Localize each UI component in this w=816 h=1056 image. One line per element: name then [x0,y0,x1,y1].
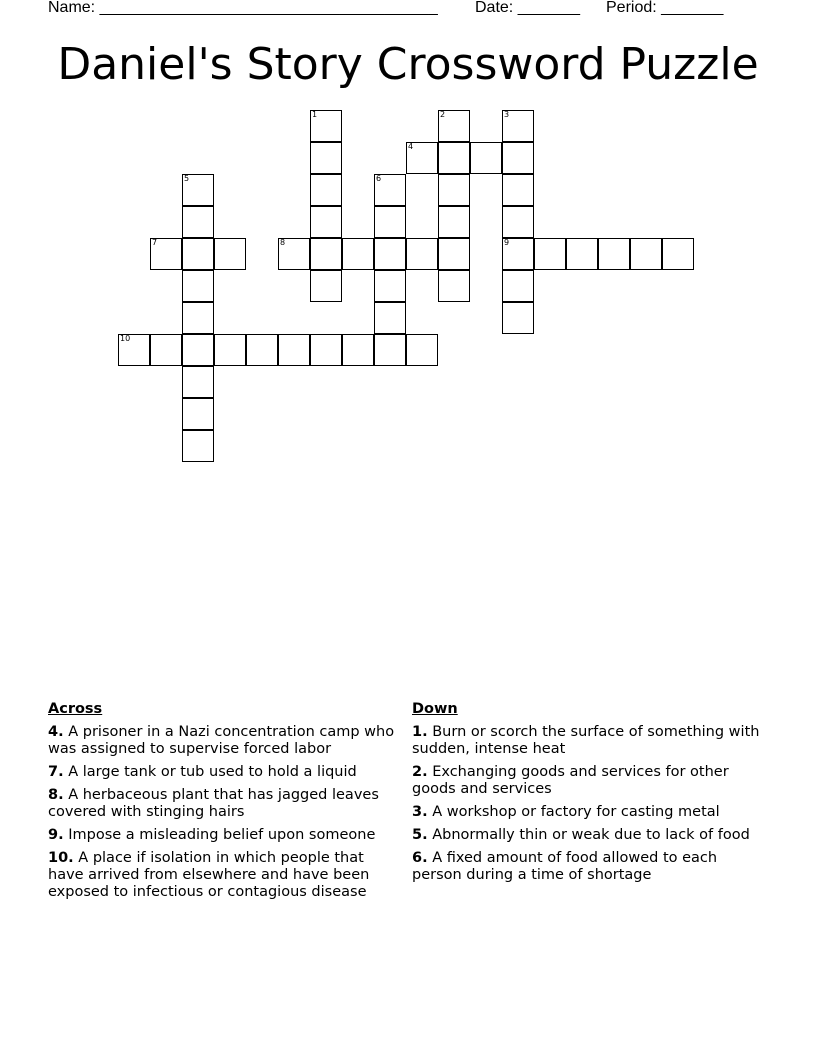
page-title: Daniel's Story Crossword Puzzle [57,39,759,90]
clue-number: 10. [48,850,74,866]
grid-cell[interactable] [310,174,342,206]
clue-number: 4. [48,724,64,740]
clue-text: A place if isolation in which people that have arrived from elsewhere and have been exposed to infectious or contagious disease [48,850,370,900]
grid-cell[interactable] [566,238,598,270]
clue-number: 8. [48,787,64,803]
across-clue [48,827,396,844]
grid-cell[interactable] [214,238,246,270]
grid-cell[interactable] [278,334,310,366]
grid-cell[interactable] [470,142,502,174]
clue-number: 1. [412,724,428,740]
clue-number: 8 [280,238,286,247]
grid-cell[interactable] [182,238,214,270]
across-clue [48,764,396,781]
down-clue [412,724,762,758]
grid-cell[interactable] [502,270,534,302]
clue-number: 5 [184,174,190,183]
clue-number: 2. [412,764,428,780]
grid-cell[interactable] [310,270,342,302]
clue-number: 7 [152,238,158,247]
grid-cell[interactable] [214,334,246,366]
grid-cell[interactable] [150,334,182,366]
crossword-grid [0,0,816,480]
grid-cell[interactable] [182,270,214,302]
across-clue [48,850,396,901]
down-clues [412,701,762,890]
down-clue [412,850,762,884]
down-clue [412,764,762,798]
period-field[interactable]: Period: _______ [606,0,724,16]
grid-cell[interactable] [342,334,374,366]
name-field[interactable]: Name: ______________________________________ [48,0,438,16]
clue-text: A prisoner in a Nazi concentration camp who was assigned to supervise forced labor [48,724,395,757]
grid-cell[interactable] [182,366,214,398]
across-clue [48,724,396,758]
across-clues [48,701,396,907]
grid-cell[interactable] [374,302,406,334]
grid-cell[interactable] [438,238,470,270]
clue-text: Abnormally thin or weak due to lack of food [427,827,750,843]
grid-cell[interactable] [342,238,374,270]
grid-cell[interactable] [502,238,534,270]
down-heading: Down [412,701,458,717]
grid-cell[interactable] [502,302,534,334]
down-clue [412,804,762,821]
clue-number: 7. [48,764,64,780]
grid-cell[interactable] [438,142,470,174]
grid-cell[interactable] [310,206,342,238]
clue-number: 1 [312,110,318,119]
clue-text: A workshop or factory for casting metal [427,804,720,820]
grid-cell[interactable] [630,238,662,270]
grid-cell[interactable] [182,174,214,206]
grid-cell[interactable] [406,238,438,270]
grid-cell[interactable] [310,142,342,174]
clue-text: Burn or scorch the surface of something with sudden, intense heat [412,724,760,757]
grid-cell[interactable] [374,174,406,206]
clue-number: 5. [412,827,428,843]
clue-text: Impose a misleading belief upon someone [63,827,376,843]
across-clue [48,787,396,821]
clue-number: 6. [412,850,428,866]
clue-text: A fixed amount of food allowed to each person during a time of shortage [412,850,718,883]
across-clue-list [48,724,396,901]
grid-cell[interactable] [374,206,406,238]
grid-cell[interactable] [502,142,534,174]
grid-cell[interactable] [438,110,470,142]
grid-cell[interactable] [598,238,630,270]
clue-number: 3. [412,804,428,820]
grid-cell[interactable] [310,238,342,270]
grid-cell[interactable] [310,110,342,142]
grid-cell[interactable] [246,334,278,366]
grid-cell[interactable] [118,334,150,366]
clue-number: 3 [504,110,510,119]
grid-cell[interactable] [438,174,470,206]
grid-cell[interactable] [182,302,214,334]
grid-cell[interactable] [182,430,214,462]
grid-cell[interactable] [502,206,534,238]
grid-cell[interactable] [438,206,470,238]
clue-text: A herbaceous plant that has jagged leaves covered with stinging hairs [48,787,379,820]
grid-cell[interactable] [438,270,470,302]
clue-number: 10 [120,334,131,343]
across-heading: Across [48,701,103,717]
grid-cell[interactable] [182,398,214,430]
grid-cell[interactable] [150,238,182,270]
clue-number: 6 [376,174,382,183]
grid-cell[interactable] [534,238,566,270]
clue-number: 9 [504,238,510,247]
down-clue-list [412,724,762,884]
clue-text: A large tank or tub used to hold a liquid [63,764,357,780]
grid-cell[interactable] [310,334,342,366]
grid-cell[interactable] [278,238,310,270]
grid-cell[interactable] [182,334,214,366]
grid-cell[interactable] [502,110,534,142]
grid-cell[interactable] [182,206,214,238]
grid-cell[interactable] [374,334,406,366]
clue-text: Exchanging goods and services for other goods and services [412,764,729,797]
clue-number: 9. [48,827,64,843]
date-field[interactable]: Date: _______ [475,0,580,16]
grid-cell[interactable] [374,270,406,302]
grid-cell[interactable] [662,238,694,270]
grid-cell[interactable] [502,174,534,206]
grid-cell[interactable] [406,142,438,174]
grid-cell[interactable] [374,238,406,270]
clue-number: 4 [408,142,414,151]
grid-cell[interactable] [406,334,438,366]
down-clue [412,827,762,844]
clue-number: 2 [440,110,446,119]
